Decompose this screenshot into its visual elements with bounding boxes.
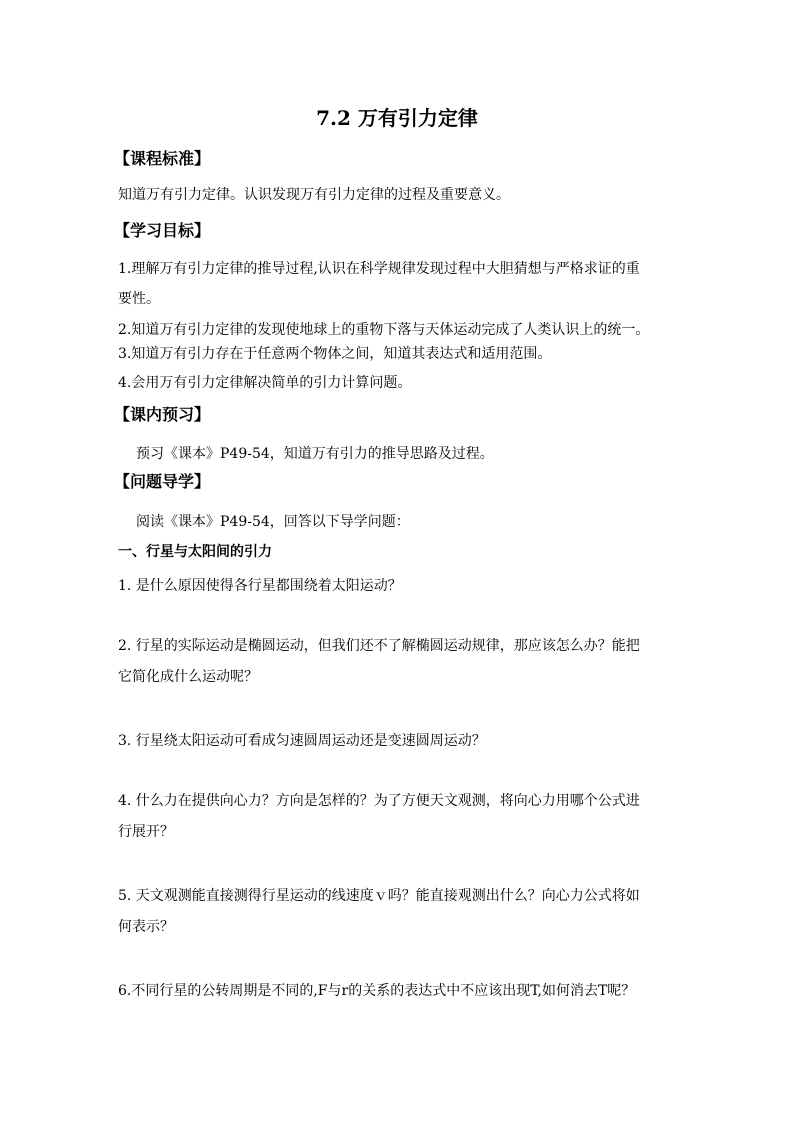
question-1: 1. 是什么原因使得各行星都围绕着太阳运动？ (118, 578, 402, 594)
objective-item-3: 3.知道万有引力存在于任意两个物体之间，知道其表达式和适用范围。 (118, 346, 552, 362)
question-6: 6.不同行星的公转周期是不同的,F与r的关系的表达式中不应该出现T,如何消去T呢？ (118, 983, 636, 999)
objective-item-4: 4.会用万有引力定律解决简单的引力计算问题。 (118, 375, 412, 391)
course-standard-text: 知道万有引力定律。认识发现万有引力定律的过程及重要意义。 (118, 187, 510, 203)
heading-course-standard: 【课程标准】 (114, 149, 211, 168)
heading-learning-objectives: 【学习目标】 (114, 221, 211, 240)
objective-item-1: 1.理解万有引力定律的推导过程,认识在科学规律发现过程中大胆猜想与严格求证的重 (118, 261, 640, 277)
subsection-title: 一、行星与太阳间的引力 (118, 544, 272, 560)
objective-item-1-cont: 要性。 (118, 291, 160, 307)
question-3: 3. 行星绕太阳运动可看成匀速圆周运动还是变速圆周运动？ (118, 733, 486, 749)
question-5: 5. 天文观测能直接测得行星运动的线速度ｖ吗？能直接观测出什么？向心力公式将如 (118, 888, 640, 904)
preview-text: 预习《课本》P49-54，知道万有引力的推导思路及过程。 (136, 446, 494, 462)
question-2-cont: 它简化成什么运动呢？ (118, 669, 258, 685)
question-5-cont: 何表示？ (118, 919, 174, 935)
page-title: 7.2 万有引力定律 (316, 106, 478, 130)
question-2: 2. 行星的实际运动是椭圆运动，但我们还不了解椭圆运动规律，那应该怎么办？能把 (118, 638, 640, 654)
objective-item-2: 2.知道万有引力定律的发现使地球上的重物下落与天体运动完成了人类认识上的统一。 (118, 322, 650, 338)
guide-intro: 阅读《课本》P49-54，回答以下导学问题： (136, 514, 410, 530)
question-4: 4. 什么力在提供向心力？方向是怎样的？为了方便天文观测，将向心力用哪个公式进 (118, 793, 640, 809)
heading-preview: 【课内预习】 (114, 405, 211, 424)
heading-guided-questions: 【问题导学】 (114, 472, 211, 491)
question-4-cont: 行展开？ (118, 824, 174, 840)
